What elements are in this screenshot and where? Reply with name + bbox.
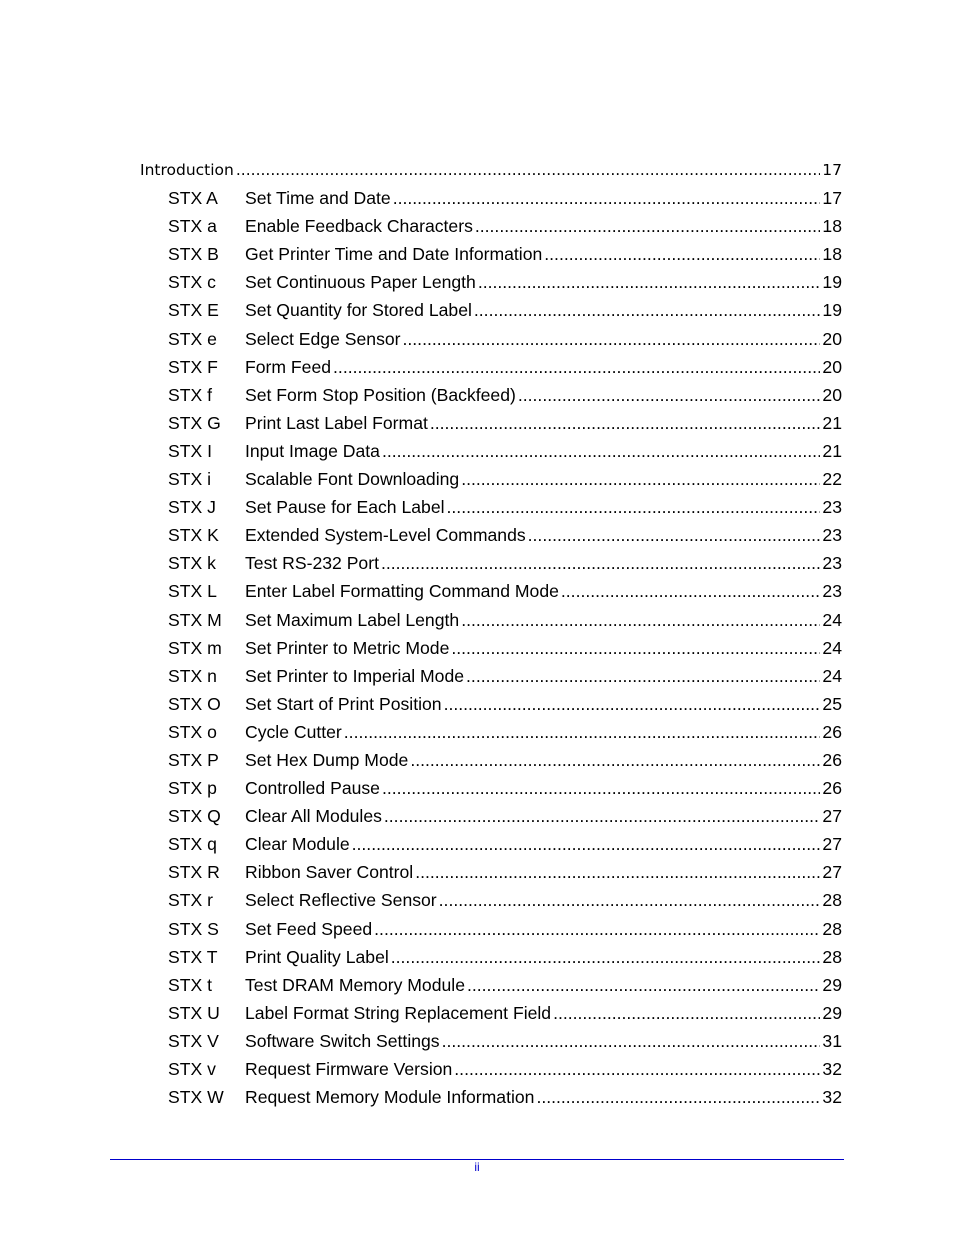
toc-entry-command: STX a — [168, 216, 217, 237]
toc-entry[interactable] — [140, 1027, 842, 1055]
toc-entry-title: Enter Label Formatting Command Mode — [245, 581, 559, 602]
toc-entry[interactable] — [140, 943, 842, 971]
toc-leader-dots — [451, 634, 820, 662]
toc-page-number: 21 — [822, 440, 842, 461]
toc-leader-dots — [410, 746, 820, 774]
toc-entry[interactable] — [140, 718, 842, 746]
toc-leader-dots — [391, 943, 821, 971]
toc-entry[interactable] — [140, 381, 842, 409]
toc-entry-command: STX k — [168, 553, 216, 574]
toc-leader-dots — [536, 1083, 820, 1111]
toc-leader-dots — [447, 493, 821, 521]
toc-entry[interactable] — [140, 606, 842, 634]
toc-leader-dots — [475, 212, 821, 240]
toc-leader-dots — [518, 381, 821, 409]
toc-entry-command: STX R — [168, 862, 220, 883]
toc-leader-dots — [430, 409, 821, 437]
toc-leader-dots — [461, 465, 820, 493]
toc-entry[interactable] — [140, 549, 842, 577]
toc-entry-title: Select Edge Sensor — [245, 328, 401, 349]
toc-entry-title: Clear All Modules — [245, 806, 382, 827]
toc-entry-title: Set Time and Date — [245, 188, 391, 209]
toc-page-number: 28 — [822, 918, 842, 939]
toc-entry[interactable] — [140, 915, 842, 943]
toc-section-title: Introduction — [140, 161, 234, 179]
toc-entry-title: Cycle Cutter — [245, 721, 342, 742]
toc-entry-list — [140, 184, 842, 1111]
toc-entry-command: STX i — [168, 469, 212, 490]
toc-leader-dots — [393, 184, 821, 212]
toc-entry[interactable] — [140, 971, 842, 999]
toc-leader-dots — [384, 802, 821, 830]
toc-leader-dots — [236, 156, 820, 184]
toc-entry-command: STX v — [168, 1059, 216, 1079]
toc-page-number: 20 — [822, 356, 842, 377]
toc-page-number: 24 — [822, 665, 842, 686]
toc-entry[interactable] — [140, 296, 842, 324]
toc-entry[interactable] — [140, 577, 842, 605]
toc-leader-dots — [474, 296, 821, 324]
toc-entry[interactable] — [140, 409, 842, 437]
toc-entry[interactable] — [140, 1083, 842, 1111]
toc-entry-command: STX L — [168, 581, 217, 602]
toc-leader-dots — [461, 606, 820, 634]
toc-entry-command: STX P — [168, 749, 219, 770]
toc-entry[interactable] — [140, 437, 842, 465]
toc-entry[interactable] — [140, 353, 842, 381]
toc-page-number: 29 — [822, 974, 842, 995]
toc-entry-title: Ribbon Saver Control — [245, 862, 414, 883]
toc-page-number: 18 — [822, 244, 842, 265]
toc-entry-title: Set Quantity for Stored Label — [245, 300, 472, 321]
toc-entry-command: STX n — [168, 665, 217, 686]
toc-entry-title: Set Feed Speed — [245, 918, 373, 939]
toc-entry-title: Clear Module — [245, 834, 350, 855]
toc-page-number: 25 — [822, 693, 842, 714]
toc-entry-title: Set Form Stop Position (Backfeed) — [245, 384, 516, 405]
toc-entry[interactable] — [140, 830, 842, 858]
toc-entry-command: STX f — [168, 384, 212, 405]
toc-page-number: 23 — [822, 553, 842, 574]
toc-page-number: 27 — [822, 862, 842, 883]
toc-page-number: 20 — [822, 384, 842, 405]
toc-page-number: 18 — [822, 216, 842, 237]
toc-leader-dots — [439, 886, 821, 914]
toc-entry-title: Set Pause for Each Label — [245, 497, 445, 518]
toc-leader-dots — [478, 268, 821, 296]
toc-leader-dots — [403, 325, 821, 353]
toc-entry[interactable] — [140, 886, 842, 914]
toc-entry[interactable] — [140, 1055, 842, 1083]
toc-leader-dots — [442, 1027, 821, 1055]
toc-entry-command: STX M — [168, 609, 222, 630]
toc-entry[interactable] — [140, 858, 842, 886]
toc-entry[interactable] — [140, 521, 842, 549]
toc-entry-command: STX G — [168, 412, 221, 433]
toc-entry-command: STX I — [168, 440, 212, 461]
toc-leader-dots — [454, 1055, 820, 1083]
toc-page-number: 32 — [822, 1059, 842, 1079]
toc-entry-title: Request Firmware Version — [245, 1059, 453, 1079]
toc-entry-title: Controlled Pause — [245, 778, 380, 799]
toc-entry-command: STX t — [168, 974, 212, 995]
toc-page-number: 23 — [822, 581, 842, 602]
toc-entry-command: STX m — [168, 637, 222, 658]
toc-leader-dots — [561, 577, 821, 605]
toc-entry-title: Form Feed — [245, 356, 332, 377]
toc-entry-command: STX A — [168, 188, 218, 209]
toc-page-number: 26 — [822, 721, 842, 742]
toc-entry-title: Select Reflective Sensor — [245, 890, 437, 911]
toc-leader-dots — [467, 971, 820, 999]
toc-entry-command: STX J — [168, 497, 216, 518]
toc-entry-command: STX T — [168, 946, 218, 967]
toc-entry-title: Set Printer to Imperial Mode — [245, 665, 465, 686]
toc-entry-command: STX B — [168, 244, 219, 265]
toc-page-number: 20 — [822, 328, 842, 349]
toc-page-number: 19 — [822, 300, 842, 321]
toc-entry-title: Print Last Label Format — [245, 412, 428, 433]
toc-entry-title: Test DRAM Memory Module — [245, 974, 465, 995]
toc-entry-title: Set Hex Dump Mode — [245, 749, 409, 770]
toc-entry-command: STX W — [168, 1087, 224, 1108]
toc-leader-dots — [382, 774, 820, 802]
toc-leader-dots — [544, 240, 820, 268]
toc-entry[interactable] — [140, 690, 842, 718]
toc-page-number: 32 — [822, 1087, 842, 1108]
toc-entry[interactable] — [140, 493, 842, 521]
toc-leader-dots — [382, 437, 820, 465]
toc-entry-title: Set Printer to Metric Mode — [245, 637, 450, 658]
toc-entry-command: STX S — [168, 918, 219, 939]
toc-entry-title: Software Switch Settings — [245, 1030, 440, 1051]
toc-leader-dots — [466, 662, 820, 690]
toc-page-number: 27 — [822, 834, 842, 855]
toc-entry-command: STX E — [168, 300, 219, 321]
toc-entry-command: STX c — [168, 272, 216, 293]
toc-leader-dots — [381, 549, 820, 577]
toc-entry[interactable] — [140, 268, 842, 296]
toc-leader-dots — [444, 690, 821, 718]
toc-entry[interactable] — [140, 774, 842, 802]
toc-entry-command: STX e — [168, 328, 217, 349]
toc-entry-title: Input Image Data — [245, 440, 380, 461]
toc-entry[interactable] — [140, 802, 842, 830]
toc-entry[interactable] — [140, 999, 842, 1027]
toc-page-number: 24 — [822, 609, 842, 630]
toc-entry-title: Set Continuous Paper Length — [245, 272, 476, 293]
toc-page-number: 19 — [822, 272, 842, 293]
toc-leader-dots — [415, 858, 820, 886]
toc-leader-dots — [374, 915, 820, 943]
toc-entry[interactable] — [140, 634, 842, 662]
toc-entry[interactable] — [140, 212, 842, 240]
toc-entry-title: Extended System-Level Commands — [245, 525, 526, 546]
toc-entry-command: STX o — [168, 721, 217, 742]
toc-page-number: 26 — [822, 749, 842, 770]
toc-entry-title: Label Format String Replacement Field — [245, 1002, 552, 1023]
toc-page-number: 24 — [822, 637, 842, 658]
toc-entry-command: STX q — [168, 834, 217, 855]
toc-page-number: 23 — [822, 525, 842, 546]
toc-entry-command: STX O — [168, 693, 221, 714]
toc-page-number: 29 — [822, 1002, 842, 1023]
toc-entry-command: STX r — [168, 890, 213, 911]
toc-page-number: 27 — [822, 806, 842, 827]
toc-page-number: 28 — [822, 946, 842, 967]
toc-entry-title: Scalable Font Downloading — [245, 469, 460, 490]
toc-page-number: 17 — [822, 188, 842, 209]
toc-entry-title: Set Start of Print Position — [245, 693, 442, 714]
footer-page-number: ii — [474, 1160, 480, 1174]
toc-leader-dots — [333, 353, 820, 381]
toc-entry-title: Get Printer Time and Date Information — [245, 244, 543, 265]
toc-entry-command: STX U — [168, 1002, 220, 1023]
toc-leader-dots — [553, 999, 820, 1027]
toc-page-number: 21 — [822, 412, 842, 433]
toc-entry-title: Enable Feedback Characters — [245, 216, 473, 237]
toc-leader-dots — [352, 830, 821, 858]
toc-section-introduction[interactable] — [140, 156, 842, 184]
toc-entry-command: STX Q — [168, 806, 221, 827]
toc-entry[interactable] — [140, 465, 842, 493]
toc-entry-title: Print Quality Label — [245, 946, 389, 967]
toc-page-number: 23 — [822, 497, 842, 518]
toc-page-number: 26 — [822, 778, 842, 799]
toc-entry[interactable] — [140, 184, 842, 212]
toc-entry-command: STX F — [168, 356, 218, 377]
toc-page-number: 31 — [822, 1030, 842, 1051]
toc-entry[interactable] — [140, 746, 842, 774]
toc-page-number: 17 — [822, 161, 842, 179]
toc-leader-dots — [344, 718, 821, 746]
toc-entry-command: STX p — [168, 778, 217, 799]
toc-entry-title: Test RS-232 Port — [245, 553, 379, 574]
toc-entry[interactable] — [140, 325, 842, 353]
toc-entry-command: STX V — [168, 1030, 219, 1051]
table-of-contents — [140, 156, 842, 1111]
toc-entry[interactable] — [140, 240, 842, 268]
toc-entry[interactable] — [140, 662, 842, 690]
toc-page-number: 28 — [822, 890, 842, 911]
toc-entry-command: STX K — [168, 525, 219, 546]
toc-entry-title: Set Maximum Label Length — [245, 609, 460, 630]
toc-leader-dots — [528, 521, 821, 549]
toc-page-number: 22 — [822, 469, 842, 490]
toc-entry-title: Request Memory Module Information — [245, 1087, 535, 1108]
